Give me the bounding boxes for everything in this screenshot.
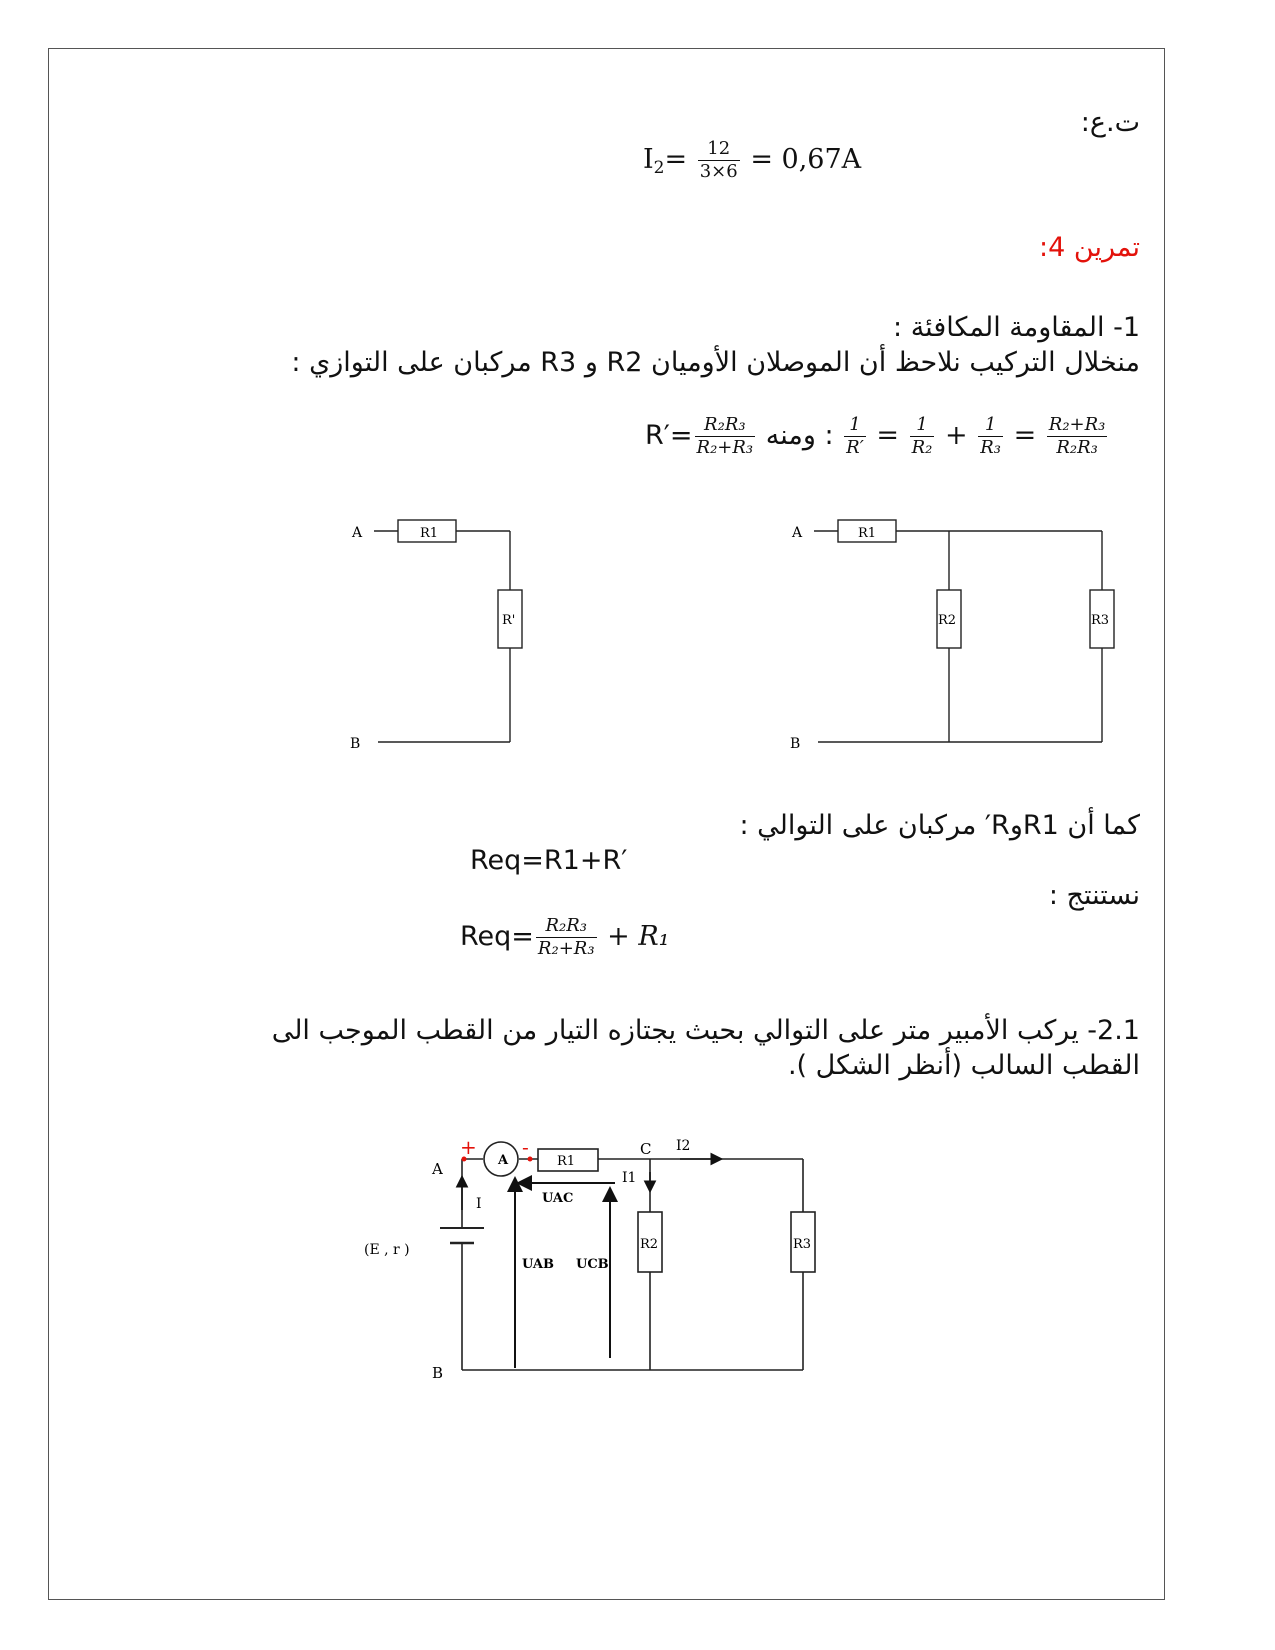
r1-label: R1 — [557, 1154, 576, 1169]
circuit-equivalent — [340, 510, 540, 770]
sum-frac: $\frac{\text{R₂+R₃}}{\text{R₂R₃}}$ — [1048, 414, 1106, 458]
r3-label: R3 — [1091, 613, 1110, 628]
label-te: ت.ع: — [1080, 107, 1140, 138]
rprime-label: R' — [502, 613, 516, 628]
r1-label: R1 — [420, 526, 439, 541]
circuit-ammeter — [350, 1130, 820, 1390]
node-b: B — [790, 736, 801, 752]
uac-label: UAC — [542, 1191, 574, 1206]
i2-den: 3×6 — [699, 161, 738, 182]
uab-label: UAB — [522, 1257, 555, 1272]
req-final — [460, 915, 670, 960]
inv-r3-frac: $\frac{1}{\text{R₃}}$ — [980, 414, 1001, 458]
rprime-frac — [695, 414, 756, 459]
node-c: C — [640, 1140, 652, 1158]
rprime-lhs: R′= — [645, 420, 693, 451]
q21-line1: 2.1- يركب الأمبير متر على التوالي بحيث يجتازه التيار من القطب الموجب الى — [271, 1015, 1140, 1046]
rprime-den: R₂+R₃ — [696, 437, 754, 458]
i-label: I — [476, 1196, 482, 1212]
q21-line2: القطب السالب (أنظر الشكل ). — [787, 1050, 1140, 1081]
i2-num: 12 — [698, 138, 740, 161]
node-a: A — [792, 525, 803, 541]
series-line: كما أن R1وR′ مركبان على التوالي : — [739, 810, 1140, 841]
i2-label: I2 — [676, 1138, 691, 1154]
req-lhs: Req= — [460, 921, 534, 952]
source-label: (E , r ) — [364, 1242, 410, 1258]
circuit-parallel — [780, 510, 1130, 770]
r2-label: R2 — [938, 613, 957, 628]
i2-fraction — [698, 138, 740, 183]
q1-title: 1- المقاومة المكافئة : — [893, 312, 1140, 343]
rprime-formula: R′= $\frac{\text{R₂R₃}}{\text{R₂+R₃}}$ : ومنه $\frac{1}{R'}$ = $\frac{1}{\text{R₂}}$ + $\frac{1}{\text{R₃}}$ = $\frac{\text{R₂+R₃}}{\text{R₂R₃}}$ — [645, 414, 1106, 458]
inv-rprime-frac: $\frac{1}{R'}$ — [846, 414, 864, 458]
r2-label: R2 — [640, 1237, 659, 1252]
i2-result: = 0,67A — [750, 144, 862, 175]
node-a: A — [432, 1160, 443, 1178]
r1-label: R1 — [858, 526, 877, 541]
ammeter-label: A — [498, 1153, 509, 1168]
i2-sub: 2 — [653, 158, 665, 178]
i2-formula: $I_2=$ $\frac{12}{3\times 6}$ = 0,67A — [643, 138, 862, 182]
plus-sign: + — [460, 1135, 477, 1159]
inv-r2-frac: $\frac{1}{\text{R₂}}$ — [911, 414, 933, 458]
rprime-connector: : ومنه — [765, 420, 834, 451]
r3-label: R3 — [793, 1237, 812, 1252]
i2-var: I — [643, 144, 654, 175]
node-b: B — [350, 736, 361, 752]
minus-sign: - — [522, 1135, 529, 1159]
req-series: Req=R1+R′ — [470, 845, 628, 876]
ucb-label: UCB — [576, 1257, 609, 1272]
i1-label: I1 — [622, 1170, 637, 1186]
conclude: نستنتج : — [1048, 880, 1140, 911]
rprime-num: R₂R₃ — [695, 414, 756, 437]
node-a: A — [352, 525, 363, 541]
req-tail: + R₁ — [607, 921, 670, 952]
q1-line: منخلال التركيب نلاحظ أن الموصلان الأوميان R2 و R3 مركبان على التوازي : — [291, 347, 1140, 378]
exercise-title: تمرين 4: — [1039, 232, 1140, 263]
req-frac: $\frac{\text{R₂R₃}}{\text{R₂+R₃}}$ — [537, 915, 595, 959]
node-b: B — [432, 1364, 444, 1382]
